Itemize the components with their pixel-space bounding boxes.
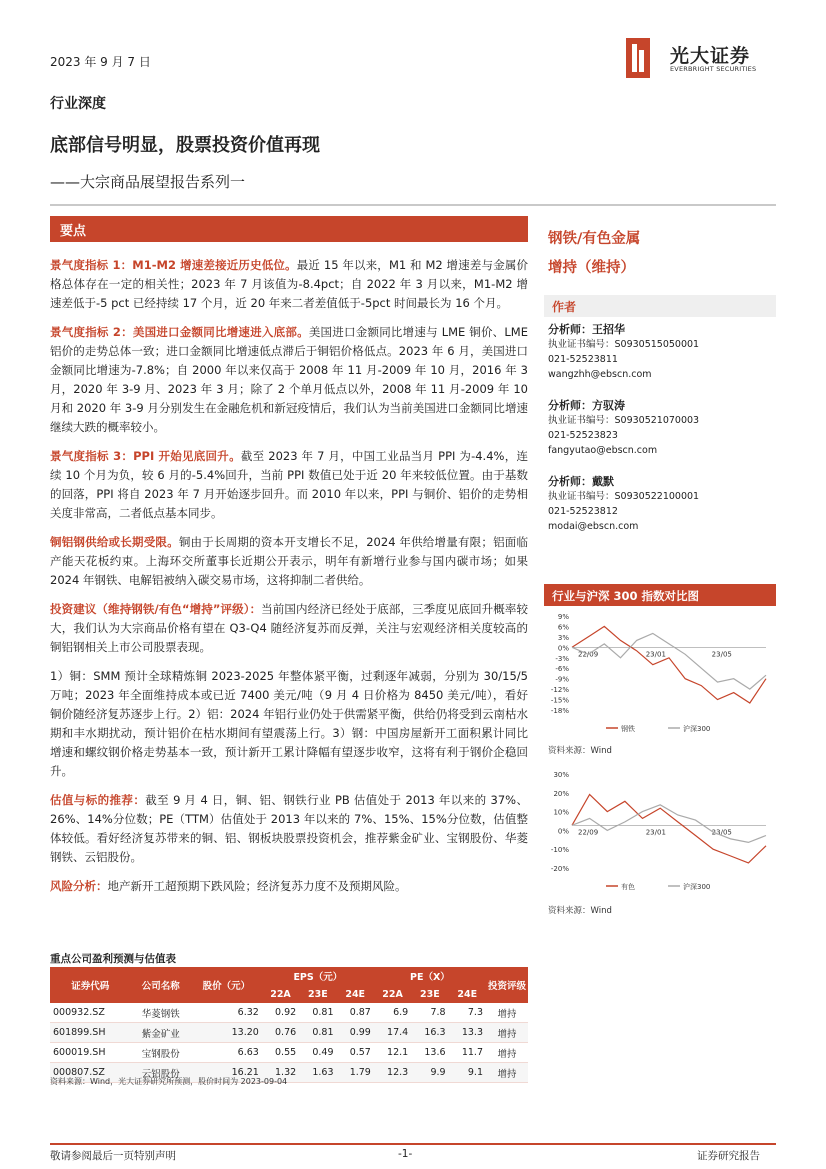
col-year: 22A [262, 985, 299, 1003]
performance-label: 行业与沪深 300 指数对比图 [552, 589, 700, 603]
legend-label: 钢铁 [621, 725, 635, 733]
chart-source: 资料来源：Wind [548, 746, 612, 756]
steel-vs-hs300-chart [544, 610, 776, 740]
keypoint-paragraph [50, 667, 528, 781]
analyst-phone: 021-52523811 [548, 354, 618, 365]
keypoint-heading: 景气度指标 2：美国进口金额同比增速进入底部。 [50, 325, 309, 339]
keypoints-label: 要点 [60, 224, 87, 239]
logo-subtext: EVERBRIGHT SECURITIES [670, 65, 757, 73]
table-row [50, 1023, 528, 1043]
y-tick-label: -12% [550, 686, 569, 695]
table-title: 重点公司盈利预测与估值表 [50, 953, 176, 965]
col-eps: EPS（元） [262, 967, 374, 985]
legend-label: 沪深300 [683, 725, 711, 733]
page-number: -1- [398, 1148, 413, 1160]
cell-pe: 16.3 [411, 1023, 448, 1043]
analyst-name: 分析师：王招华 [548, 323, 625, 336]
cell-eps: 0.76 [262, 1023, 299, 1043]
analyst-block [548, 322, 699, 382]
x-tick-label: 23/05 [711, 650, 732, 659]
keypoints-header [50, 216, 528, 242]
analyst-block [548, 474, 699, 534]
analyst-name: 分析师：方驭涛 [548, 399, 625, 412]
keypoint-paragraph [50, 323, 528, 437]
analyst-email[interactable]: fangyutao@ebscn.com [548, 445, 658, 456]
cell-eps: 1.32 [262, 1063, 299, 1083]
col-price: 股价（元） [191, 967, 262, 1003]
cell-price: 16.21 [191, 1063, 262, 1083]
cell-rating: 增持 [486, 1023, 528, 1043]
col-rating: 投资评级 [486, 967, 528, 1003]
keypoint-heading: 景气度指标 1：M1-M2 增速差接近历史低位。 [50, 258, 297, 272]
y-tick-label: 0% [557, 644, 569, 653]
y-tick-label: -9% [555, 675, 569, 684]
cell-eps: 1.79 [337, 1063, 374, 1083]
col-year: 24E [337, 985, 374, 1003]
keypoint-text: 截至 2023 年 7 月，中国工业品当月 PPI 为-4.4%，连续 10 个月为负，较 6 月的-5.4%回升，当前 PPI 数值已处于近 20 年来较低位置。由于基数的回落，PPI 将自 2023 年 7 月开始逐步回升。而 2010 年以来，PPI 与铜价、铝价的走势相关度非常高，二者低点基本同步。 [50, 449, 528, 520]
industry-rating: 增持（维持） [548, 260, 635, 276]
cell-pe: 7.3 [449, 1003, 486, 1023]
company-logo [626, 38, 786, 78]
cell-pe: 9.9 [411, 1063, 448, 1083]
footer-report-type: 证券研究报告 [697, 1150, 760, 1162]
keypoints-body [50, 256, 528, 906]
industry-name: 钢铁/有色金属 [548, 231, 641, 247]
nonferrous-vs-hs300-chart [544, 768, 776, 898]
keypoint-paragraph [50, 447, 528, 523]
keypoint-text: 当前国内经济已经处于底部，三季度见底回升概率较大，我们认为大宗商品价格有望在 Q3-Q4 随经济复苏而反弹，关注与宏观经济相关度较高的铜铝钢相关上市公司股票表现。 [50, 602, 528, 654]
x-tick-label: 23/01 [645, 650, 666, 659]
keypoint-text: 1）铜：SMM 预计全球精炼铜 2023-2025 年整体紧平衡，过剩逐年减弱，分别为 30/15/5 万吨；2023 年全面维持成本或已近 7400 美元/吨（9 月 4 日价格为 8450 美元/吨），看好铜价随经济复苏逐步上行。2）铝：2024 年铝行业仍处于供需紧平衡，供给仍将受到云南枯水期和丰水期扰动，预计铝价在枯水期间有望震荡上行。3）钢：中国房屋新开工面积累计同比增速和螺纹钢价格走势基本一致，预计新开工累计降幅有望逐步收窄，这将有利于钢价企稳回升。 [50, 669, 528, 778]
col-name: 公司名称 [130, 967, 191, 1003]
logo-mark-icon [626, 38, 650, 78]
y-tick-label: -20% [550, 865, 569, 873]
author-label: 作者 [552, 300, 577, 314]
series-line [572, 633, 766, 689]
legend-label: 有色 [621, 883, 635, 891]
keypoint-heading: 景气度指标 3：PPI 开始见底回升。 [50, 449, 241, 463]
cell-name: 华菱钢铁 [130, 1003, 191, 1023]
cell-name: 宝钢股份 [130, 1043, 191, 1063]
analyst-cert: 执业证书编号：S0930521070003 [548, 415, 700, 426]
keypoint-paragraph [50, 256, 528, 313]
col-year: 22A [374, 985, 411, 1003]
col-code: 证券代码 [50, 967, 130, 1003]
header-divider [50, 204, 776, 206]
keypoint-text: 地产新开工超预期下跌风险；经济复苏力度不及预期风险。 [107, 879, 407, 893]
cell-code: 600019.SH [50, 1043, 130, 1063]
table-row [50, 1043, 528, 1063]
cell-pe: 11.7 [449, 1043, 486, 1063]
y-tick-label: 3% [557, 633, 569, 642]
analyst-email[interactable]: wangzhh@ebscn.com [548, 369, 652, 380]
report-category: 行业深度 [50, 96, 106, 112]
cell-pe: 17.4 [374, 1023, 411, 1043]
valuation-table [50, 967, 528, 1083]
chart-source: 资料来源：Wind [548, 906, 612, 916]
analyst-block [548, 398, 699, 458]
y-tick-label: 30% [553, 771, 569, 779]
keypoint-paragraph [50, 877, 528, 896]
x-tick-label: 22/09 [578, 828, 599, 837]
cell-pe: 12.3 [374, 1063, 411, 1083]
cell-eps: 0.81 [299, 1003, 336, 1023]
analyst-email[interactable]: modai@ebscn.com [548, 521, 639, 532]
keypoint-heading: 铜铝钢供给或长期受限。 [50, 535, 179, 549]
y-tick-label: 10% [553, 808, 569, 817]
page-subtitle: ——大宗商品展望报告系列一 [50, 173, 246, 191]
cell-rating: 增持 [486, 1003, 528, 1023]
legend-label: 沪深300 [683, 883, 711, 891]
cell-pe: 12.1 [374, 1043, 411, 1063]
y-tick-label: -6% [555, 665, 569, 674]
cell-eps: 0.57 [337, 1043, 374, 1063]
cell-pe: 9.1 [449, 1063, 486, 1083]
keypoint-text: 美国进口金额同比增速与 LME 铜价、LME 铝价的走势总体一致；进口金额同比增速低点滞后于铜铝价格低点。2023 年 6 月，美国进口金额同比增速为-7.8%；自 2000 年以来仅高于 2008 年 11 月-2009 年 10 月，2016 年 3 月，2020 年 3-9 月、2023 年 3 月；除了 2 个单月低点以外，2008 年 11 月-2009 年 10 月和 2020 年 3-9 月分别发生在金融危机和新冠疫情后，我们认为当前美国进口金额同比增速继续大跌的概率较小。 [50, 325, 528, 434]
cell-code: 000807.SZ [50, 1063, 130, 1083]
analyst-cert: 执业证书编号：S0930522100001 [548, 491, 700, 502]
keypoint-paragraph [50, 533, 528, 590]
keypoint-heading: 估值与标的推荐： [50, 793, 146, 807]
cell-price: 13.20 [191, 1023, 262, 1043]
page-title: 底部信号明显，股票投资价值再现 [50, 135, 320, 156]
cell-pe: 13.6 [411, 1043, 448, 1063]
cell-code: 000932.SZ [50, 1003, 130, 1023]
performance-header [544, 584, 776, 606]
analyst-phone: 021-52523823 [548, 430, 618, 441]
y-tick-label: -10% [550, 846, 569, 855]
x-tick-label: 22/09 [578, 650, 599, 659]
keypoint-paragraph [50, 791, 528, 867]
cell-eps: 0.49 [299, 1043, 336, 1063]
table-row [50, 1003, 528, 1023]
x-tick-label: 23/01 [645, 828, 666, 837]
keypoint-text: 铜由于长周期的资本开支增长不足，2024 年供给增量有限；铝面临产能天花板约束。上海环交所董事长近期公开表示，明年有新增行业参与国内碳市场；如果 2024 年钢铁、电解铝被纳入碳交易市场，这将抑制二者供给。 [50, 535, 529, 587]
col-pe: PE（X） [374, 967, 486, 985]
cell-eps: 0.99 [337, 1023, 374, 1043]
cell-eps: 0.87 [337, 1003, 374, 1023]
y-tick-label: 6% [557, 623, 569, 632]
cell-price: 6.32 [191, 1003, 262, 1023]
author-header [544, 295, 776, 317]
keypoint-text: 截至 9 月 4 日，铜、铝、钢铁行业 PB 估值处于 2013 年以来的 37%、26%、14%分位数；PE（TTM）估值处于 2013 年以来的 7%、15%、15%分位数，估值整体较低。看好经济复苏带来的铜、铝、钢板块股票投资机会，推荐紫金矿业、宝钢股份、华菱钢铁、云铝股份。 [50, 793, 529, 864]
cell-name: 紫金矿业 [130, 1023, 191, 1043]
analyst-cert: 执业证书编号：S0930515050001 [548, 339, 700, 350]
keypoint-heading: 风险分析： [50, 879, 108, 893]
keypoint-paragraph [50, 600, 528, 657]
col-year: 24E [449, 985, 486, 1003]
series-line [572, 626, 766, 703]
report-date: 2023 年 9 月 7 日 [50, 55, 151, 69]
table-source: 资料来源：Wind，光大证券研究所预测，股价时间为 2023-09-04 [50, 1077, 288, 1086]
cell-eps: 0.81 [299, 1023, 336, 1043]
y-tick-label: 20% [553, 789, 569, 798]
col-year: 23E [411, 985, 448, 1003]
analyst-phone: 021-52523812 [548, 506, 618, 517]
cell-pe: 6.9 [374, 1003, 411, 1023]
cell-eps: 0.55 [262, 1043, 299, 1063]
cell-code: 601899.SH [50, 1023, 130, 1043]
logo-text: 光大证券 [670, 45, 751, 67]
cell-pe: 13.3 [449, 1023, 486, 1043]
series-line [572, 805, 766, 843]
col-year: 23E [299, 985, 336, 1003]
cell-price: 6.63 [191, 1043, 262, 1063]
footer-divider [50, 1143, 776, 1145]
y-tick-label: 9% [557, 613, 569, 621]
keypoint-heading: 投资建议（维持钢铁/有色“增持”评级）： [50, 602, 262, 616]
footer-disclaimer: 敬请参阅最后一页特别声明 [50, 1150, 176, 1162]
y-tick-label: -15% [550, 696, 569, 705]
y-tick-label: -3% [555, 654, 569, 663]
series-line [572, 795, 766, 863]
cell-eps: 0.92 [262, 1003, 299, 1023]
y-tick-label: -18% [550, 707, 569, 715]
cell-pe: 7.8 [411, 1003, 448, 1023]
cell-name: 云铝股份 [130, 1063, 191, 1083]
cell-eps: 1.63 [299, 1063, 336, 1083]
analyst-name: 分析师：戴默 [548, 475, 614, 488]
cell-rating: 增持 [486, 1063, 528, 1083]
keypoint-text: 最近 15 年以来，M1 和 M2 增速差与金属价格总体存在一定的相关性；2023 年 7 月该值为-8.4pct；自 2022 年 3 月以来，M1-M2 增速差低于-5 pct 已经持续 17 个月，近 20 年来二者差值低于-5pct 时间最长为 16 个月。 [50, 258, 529, 310]
cell-rating: 增持 [486, 1043, 528, 1063]
x-tick-label: 23/05 [711, 828, 732, 837]
y-tick-label: 0% [557, 827, 569, 836]
